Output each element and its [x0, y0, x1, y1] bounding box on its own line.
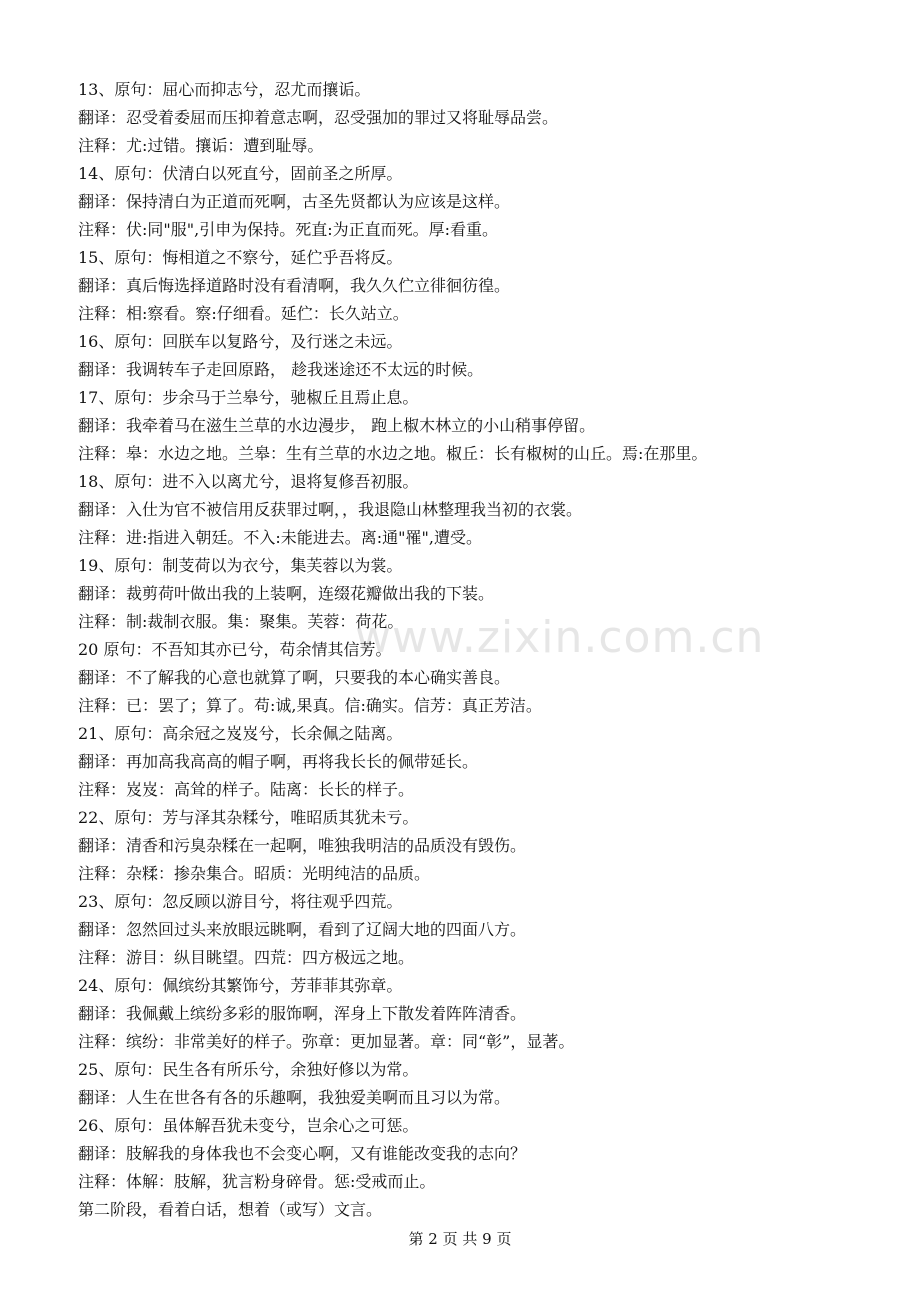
text-line: 21、原句：高余冠之岌岌兮，长余佩之陆离。: [78, 724, 403, 743]
text-line: 第二阶段，看着白话，想着（或写）文言。: [78, 1200, 383, 1219]
text-line: 翻译：人生在世各有各的乐趣啊，我独爱美啊而且习以为常。: [78, 1088, 511, 1107]
text-line: 翻译：裁剪荷叶做出我的上装啊，连缀花瓣做出我的下装。: [78, 584, 495, 603]
text-line: 26、原句：虽体解吾犹未变兮，岂余心之可惩。: [78, 1116, 419, 1135]
text-line: 24、原句：佩缤纷其繁饰兮，芳菲菲其弥章。: [78, 976, 403, 995]
text-line: 翻译：我佩戴上缤纷多彩的服饰啊，浑身上下散发着阵阵清香。: [78, 1004, 527, 1023]
text-line: 14、原句：伏清白以死直兮，固前圣之所厚。: [78, 164, 403, 183]
text-line: 18、原句：进不入以离尤兮，退将复修吾初服。: [78, 472, 419, 491]
document-body: [78, 76, 878, 1224]
text-line: 20 原句：不吾知其亦已兮，苟余情其信芳。: [78, 640, 392, 659]
text-line: 注释：伏:同"服",引申为保持。死直:为正直而死。厚:看重。: [78, 220, 498, 239]
text-line: 注释：已：罢了；算了。苟:诚,果真。信:确实。信芳：真正芳洁。: [78, 696, 542, 715]
text-line: 翻译：入仕为官不被信用反获罪过啊，，我退隐山林整理我当初的衣裳。: [78, 500, 583, 519]
text-line: 翻译：再加高我高高的帽子啊，再将我长长的佩带延长。: [78, 752, 479, 771]
watermark-text: www.zixin.com.cn: [355, 612, 765, 663]
text-line: 25、原句：民生各有所乐兮，余独好修以为常。: [78, 1060, 419, 1079]
text-line: 翻译：肢解我的身体我也不会变心啊，又有谁能改变我的志向？: [78, 1144, 527, 1163]
text-line: 翻译：清香和污臭杂糅在一起啊，唯独我明洁的品质没有毁伤。: [78, 836, 527, 855]
text-line: 注释：相:察看。察:仔细看。延伫：长久站立。: [78, 304, 409, 323]
text-line: 翻译：忽然回过头来放眼远眺啊，看到了辽阔大地的四面八方。: [78, 920, 527, 939]
text-line: 注释：制:裁制衣服。集：聚集。芙蓉：荷花。: [78, 612, 404, 631]
text-line: 翻译：忍受着委屈而压抑着意志啊，忍受强加的罪过又将耻辱品尝。: [78, 108, 559, 127]
text-line: 翻译：不了解我的心意也就算了啊，只要我的本心确实善良。: [78, 668, 511, 687]
text-line: 翻译：真后悔选择道路时没有看清啊，我久久伫立徘徊彷徨。: [78, 276, 511, 295]
text-line: 翻译：我调转车子走回原路， 趁我迷途还不太远的时候。: [78, 360, 484, 379]
text-line: 翻译：保持清白为正道而死啊，古圣先贤都认为应该是这样。: [78, 192, 511, 211]
text-line: 注释：岌岌：高耸的样子。陆离：长长的样子。: [78, 780, 415, 799]
text-line: 注释：进:指进入朝廷。不入:未能进去。离:通"罹",遭受。: [78, 528, 482, 547]
text-line: 注释：皋：水边之地。兰皋：生有兰草的水边之地。椒丘：长有椒树的山丘。焉:在那里。: [78, 444, 708, 463]
text-line: 注释：缤纷：非常美好的样子。弥章：更加显著。章：同“彰”，显著。: [78, 1032, 575, 1051]
text-line: 注释：尤:过错。攘诟：遭到耻辱。: [78, 136, 324, 155]
page-footer: 第 2 页 共 9 页: [408, 1230, 512, 1248]
text-line: 17、原句：步余马于兰皋兮，驰椒丘且焉止息。: [78, 388, 419, 407]
text-line: 翻译：我牵着马在滋生兰草的水边漫步， 跑上椒木林立的小山稍事停留。: [78, 416, 596, 435]
text-line: 13、原句：屈心而抑志兮，忍尤而攘诟。: [78, 80, 371, 99]
text-line: 16、原句：回朕车以复路兮，及行迷之未远。: [78, 332, 403, 351]
text-line: 23、原句：忽反顾以游目兮，将往观乎四荒。: [78, 892, 403, 911]
text-line: 19、原句：制芰荷以为衣兮，集芙蓉以为裳。: [78, 556, 403, 575]
text-line: 注释：体解：肢解，犹言粉身碎骨。惩:受戒而止。: [78, 1172, 436, 1191]
text-line: 注释：杂糅：掺杂集合。昭质：光明纯洁的品质。: [78, 864, 431, 883]
text-line: 22、原句：芳与泽其杂糅兮，唯昭质其犹未亏。: [78, 808, 419, 827]
text-line: 注释：游目：纵目眺望。四荒：四方极远之地。: [78, 948, 415, 967]
text-line: 15、原句：悔相道之不察兮，延伫乎吾将反。: [78, 248, 403, 267]
